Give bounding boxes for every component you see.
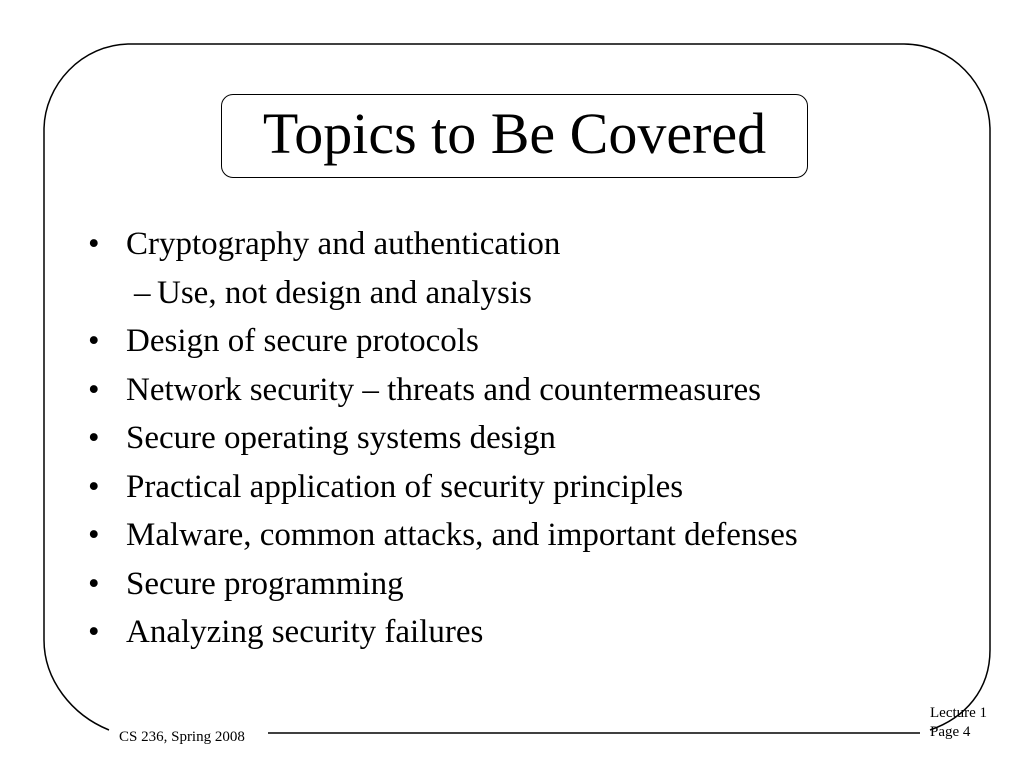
bullet-item — [88, 414, 798, 463]
title-box — [221, 94, 808, 178]
bullet-marker: • — [88, 371, 100, 408]
bullet-item — [88, 511, 798, 560]
footer-page-info — [930, 704, 987, 742]
bullet-marker: • — [88, 323, 100, 359]
bullet-text: Cryptography and authentication — [126, 226, 561, 262]
bullet-marker: • — [88, 468, 100, 505]
slide-title: Topics to Be Covered — [262, 101, 767, 166]
bullet-text: Secure operating systems design — [126, 420, 556, 456]
bullet-item — [88, 560, 798, 609]
bullet-marker: • — [88, 565, 100, 602]
bullet-text: Analyzing security failures — [126, 614, 484, 650]
bullet-marker: • — [88, 517, 100, 553]
sub-bullet-text: Use, not design and analysis — [157, 274, 532, 311]
bullet-text: Malware, common attacks, and important defenses — [126, 517, 798, 553]
bullet-text: Secure programming — [126, 565, 404, 602]
bullet-marker: • — [88, 226, 100, 262]
bullet-list — [88, 220, 798, 657]
dash-marker: – — [134, 274, 151, 311]
footer-page: Page 4 — [930, 724, 971, 740]
bullet-item — [88, 366, 798, 415]
bullet-item — [88, 317, 798, 366]
bullet-item — [88, 608, 798, 657]
bullet-marker: • — [88, 614, 100, 650]
bullet-item — [88, 463, 798, 512]
bullet-text: Network security – threats and countermeasures — [126, 371, 762, 408]
footer-course: CS 236, Spring 2008 — [119, 729, 245, 745]
footer-lecture: Lecture 1 — [930, 705, 988, 721]
bullet-item — [88, 220, 798, 269]
bullet-marker: • — [88, 420, 100, 456]
sub-bullet-item — [88, 269, 798, 318]
bullet-text: Design of secure protocols — [126, 323, 479, 359]
bullet-text: Practical application of security principles — [126, 468, 684, 505]
